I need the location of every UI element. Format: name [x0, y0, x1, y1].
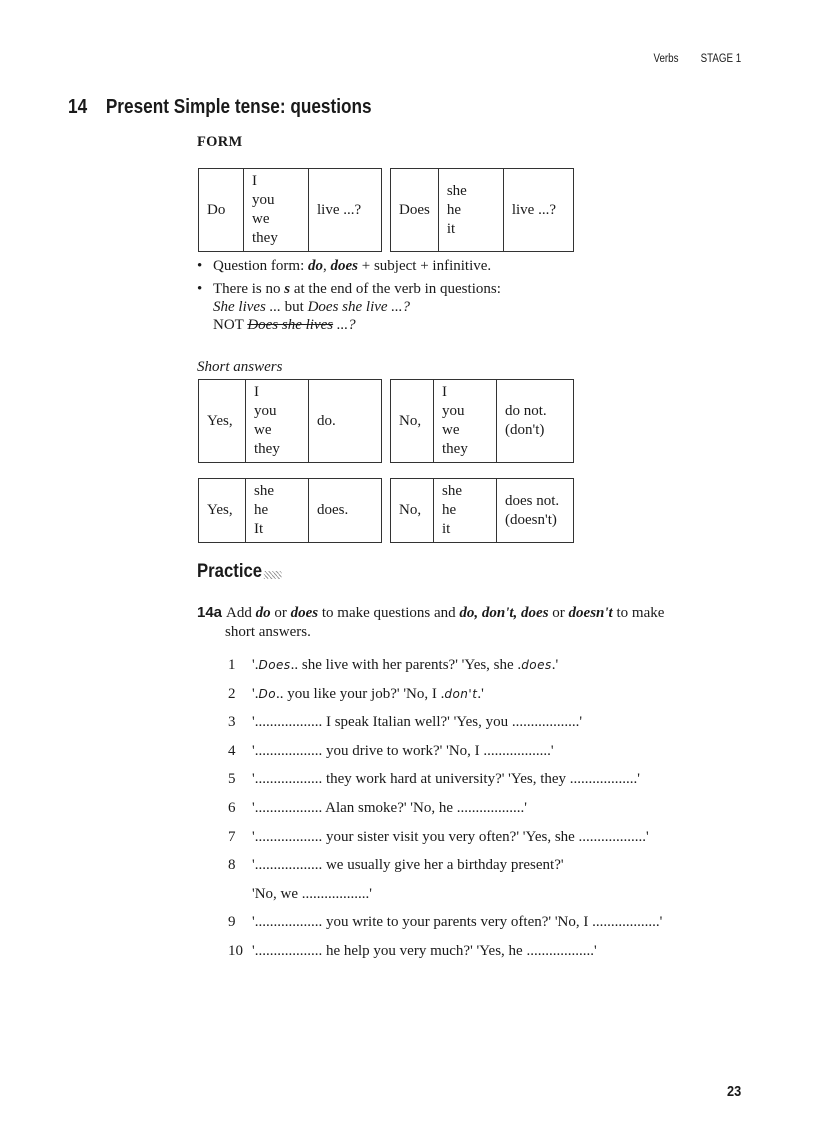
filled-answer[interactable]: Do	[258, 686, 277, 701]
note-not-example: NOT Does she lives ...?	[213, 317, 356, 333]
filled-answer[interactable]: don't	[444, 686, 478, 701]
header-section: Verbs	[653, 53, 679, 65]
short-answers-label: Short answers	[197, 359, 283, 375]
sa-no-word: No,	[391, 380, 434, 463]
short-answer-no-singular	[390, 478, 574, 543]
note-question-form: • Question form: do, does + subject + infinitive.	[197, 257, 501, 275]
sa2-yes-word: Yes,	[199, 479, 246, 543]
running-header	[631, 53, 741, 65]
subject-i: I	[252, 173, 257, 189]
subject-it: it	[446, 220, 456, 237]
unit-number: 14	[68, 96, 88, 118]
short-answer-no-plural	[390, 379, 574, 463]
unit-title	[68, 96, 372, 119]
form-subjects-do	[244, 169, 309, 252]
sa2-no-answer: does not. (doesn't)	[497, 479, 574, 543]
exercise-tag: 14a	[197, 604, 223, 621]
sa2-yes-answer: does.	[309, 479, 382, 543]
short-answer-yes-singular	[198, 478, 382, 543]
subject-she: she	[446, 182, 467, 199]
exercise-instructions: 14a Add do or does to make questions and do, don't, does or doesn't to make short answers.	[197, 604, 665, 640]
subject-you: you	[252, 192, 275, 208]
form-label: FORM	[197, 134, 243, 150]
practice-decoration	[264, 571, 282, 579]
header-stage: STAGE 1	[700, 53, 741, 65]
filled-answer[interactable]: Does	[258, 658, 291, 672]
form-table-do	[198, 168, 382, 252]
sa-yes-answer: do.	[309, 380, 382, 463]
grammar-notes	[197, 257, 501, 339]
form-subjects-does	[438, 169, 503, 252]
sa2-no-word: No,	[391, 479, 434, 543]
note-example: She lives ... but Does she live ...?	[213, 299, 411, 315]
page-number: 23	[727, 1083, 742, 1100]
short-answer-yes-plural	[198, 379, 382, 463]
form-table-does	[390, 168, 574, 252]
practice-heading: Practice	[197, 561, 281, 583]
form-verb-do: live ...?	[309, 169, 382, 252]
sa-yes-subjects: I you we they	[246, 380, 309, 463]
sa-no-answer: do not. (don't)	[497, 380, 574, 463]
sa2-yes-subjects: she he It	[246, 479, 309, 543]
form-aux-do: Do	[199, 169, 244, 252]
unit-title-text: Present Simple tense: questions	[105, 96, 372, 118]
sa-no-subjects: I you we they	[434, 380, 497, 463]
note-no-s: • There is no s at the end of the verb in questions: She lives ... but Does she live ...? NOT Does she lives ...?	[197, 280, 501, 334]
subject-he: he	[446, 201, 461, 218]
subject-we: we	[252, 211, 270, 227]
sa2-no-subjects: she he it	[434, 479, 497, 543]
filled-answer[interactable]: does	[521, 658, 552, 672]
form-aux-does: Does	[391, 169, 439, 252]
sa-yes-word: Yes,	[199, 380, 246, 463]
subject-they: they	[252, 230, 278, 246]
form-verb-does: live ...?	[503, 169, 573, 252]
